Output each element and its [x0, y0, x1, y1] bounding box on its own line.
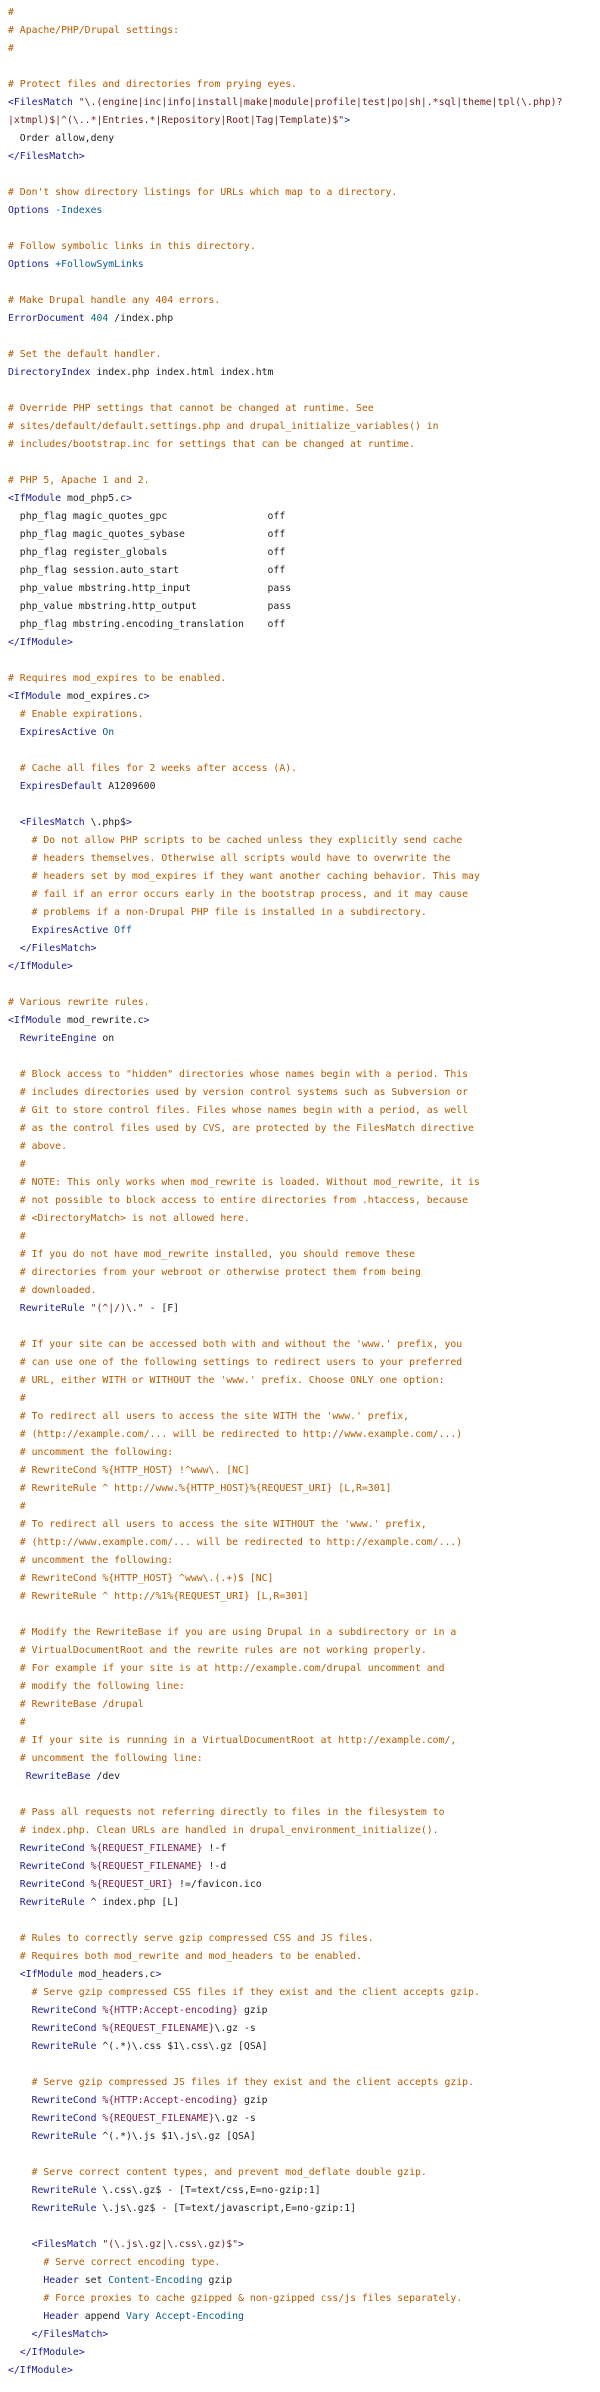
code-token: A1209600: [108, 781, 156, 792]
code-token: Header: [8, 2275, 85, 2286]
code-token: # (http://www.example.com/... will be redirected to http://example.com/...): [8, 1537, 463, 1548]
code-token: RewriteRule: [8, 2131, 103, 2142]
code-token: Content-Encoding: [108, 2275, 203, 2286]
code-token: Options: [8, 259, 56, 270]
code-line: [0, 2164, 600, 2182]
code-token: php_flag session.auto_start off: [8, 565, 286, 576]
code-line: [0, 922, 600, 940]
code-token: gzip: [238, 2095, 268, 2106]
code-token: %{REQUEST_FILENAME}: [90, 1843, 203, 1854]
code-token: ExpiresDefault: [8, 781, 109, 792]
code-token: - [F]: [143, 1303, 180, 1314]
code-line: [0, 1534, 600, 1552]
code-line: [0, 1750, 600, 1768]
code-line: [0, 328, 600, 346]
code-line: [0, 1768, 600, 1786]
code-token: mod_php5.c: [66, 493, 126, 504]
code-token: # Block access to "hidden" directories whose names begin with a period. This: [8, 1069, 469, 1080]
code-line: [0, 1336, 600, 1354]
code-line: [0, 1516, 600, 1534]
code-line: [0, 112, 600, 130]
code-token: # To redirect all users to access the site WITH the 'www.' prefix,: [8, 1411, 410, 1422]
code-line: [0, 562, 600, 580]
code-line: [0, 2272, 600, 2290]
code-token: mod_headers.c: [78, 1969, 156, 1980]
code-line: [0, 670, 600, 688]
code-line: [0, 1012, 600, 1030]
code-token: php_flag mbstring.encoding_translation off: [8, 619, 286, 630]
code-line: [0, 1372, 600, 1390]
code-token: on: [102, 1033, 115, 1044]
code-token: php_value mbstring.http_input pass: [8, 583, 292, 594]
code-token: # directories from your webroot or otherwise protect them from being: [8, 1267, 421, 1278]
code-token: "(\.js\.gz|\.css\.gz)$": [102, 2239, 239, 2250]
code-token: >: [143, 1015, 150, 1026]
code-token: RewriteCond: [8, 2113, 103, 2124]
code-token: RewriteCond: [8, 2095, 103, 2106]
code-token: <IfModule: [8, 691, 67, 702]
code-line: [0, 1732, 600, 1750]
code-line: [0, 1786, 600, 1804]
code-line: [0, 1120, 600, 1138]
code-line: [0, 832, 600, 850]
code-line: [0, 2344, 600, 2362]
code-line: [0, 220, 600, 238]
code-line: [0, 1678, 600, 1696]
code-token: \.php$: [90, 817, 126, 828]
code-token: mod_rewrite.c: [66, 1015, 144, 1026]
code-token: Order allow,deny: [8, 133, 115, 144]
code-token: # <DirectoryMatch> is not allowed here.: [8, 1213, 250, 1224]
code-line: [0, 1480, 600, 1498]
code-line: [0, 598, 600, 616]
code-line: [0, 1138, 600, 1156]
code-token: On: [102, 727, 115, 738]
code-token: # sites/default/default.settings.php and drupal_initialize_variables() in: [8, 421, 439, 432]
code-line: [0, 40, 600, 58]
code-token: >: [238, 2239, 244, 2250]
code-token: </IfModule>: [8, 961, 73, 972]
code-token: # URL, either WITH or WITHOUT the 'www.' prefix. Choose ONLY one option:: [8, 1375, 445, 1386]
code-line: [0, 2092, 600, 2110]
code-token: >: [125, 493, 132, 504]
code-token: # To redirect all users to access the site WITHOUT the 'www.' prefix,: [8, 1519, 427, 1530]
code-token: ErrorDocument: [8, 313, 91, 324]
code-token: RewriteCond: [8, 1861, 91, 1872]
code-token: # If your site can be accessed both with and without the 'www.' prefix, you: [8, 1339, 463, 1350]
code-token: |xtmpl)$|^(\..*|Entries.*|Repository|Root|Tag|Template)$": [8, 115, 345, 126]
code-token: # NOTE: This only works when mod_rewrite is loaded. Without mod_rewrite, it is: [8, 1177, 480, 1188]
code-line: [0, 1030, 600, 1048]
code-line: [0, 1912, 600, 1930]
code-token: gzip: [202, 2275, 233, 2286]
code-token: ^(.*)\.js $1\.js\.gz [QSA]: [102, 2131, 256, 2142]
code-line: [0, 1048, 600, 1066]
code-line: [0, 580, 600, 598]
code-token: </FilesMatch>: [8, 2329, 109, 2340]
code-line: [0, 1606, 600, 1624]
code-token: # (http://example.com/... will be redirected to http://www.example.com/...): [8, 1429, 463, 1440]
code-line: [0, 1462, 600, 1480]
code-token: 404: [90, 313, 109, 324]
code-line: [0, 1822, 600, 1840]
code-token: # headers themselves. Otherwise all scripts would have to overwrite the: [8, 853, 451, 864]
code-token: # Make Drupal handle any 404 errors.: [8, 295, 221, 306]
code-line: [0, 904, 600, 922]
code-token: #: [8, 1159, 26, 1170]
code-token: # Modify the RewriteBase if you are using Drupal in a subdirectory or in a: [8, 1627, 457, 1638]
code-token: !-d: [202, 1861, 227, 1872]
code-line: [0, 2290, 600, 2308]
code-token: # Serve gzip compressed JS files if they exist and the client accepts gzip.: [8, 2077, 474, 2088]
code-token: RewriteCond: [8, 2005, 103, 2016]
code-token: # Override PHP settings that cannot be changed at runtime. See: [8, 403, 374, 414]
code-token: # index.php. Clean URLs are handled in drupal_environment_initialize().: [8, 1825, 439, 1836]
code-token: </IfModule>: [8, 2365, 73, 2376]
code-token: <IfModule: [8, 493, 67, 504]
code-token: Options: [8, 205, 56, 216]
code-line: [0, 796, 600, 814]
code-line: [0, 2236, 600, 2254]
code-token: RewriteRule: [8, 2203, 103, 2214]
code-token: append: [84, 2311, 126, 2322]
code-line: [0, 2110, 600, 2128]
code-token: -Indexes: [55, 205, 103, 216]
code-line: [0, 256, 600, 274]
code-token: %{REQUEST_FILENAME}: [90, 1861, 203, 1872]
code-line: [0, 1948, 600, 1966]
code-token: #: [8, 1231, 26, 1242]
code-line: [0, 634, 600, 652]
code-line: [0, 310, 600, 328]
code-token: </IfModule>: [8, 2347, 85, 2358]
code-line: [0, 364, 600, 382]
code-line: [0, 814, 600, 832]
code-token: >: [143, 691, 150, 702]
code-line: [0, 436, 600, 454]
code-line: [0, 1084, 600, 1102]
code-token: RewriteRule: [8, 1897, 91, 1908]
code-line: [0, 1246, 600, 1264]
code-line: [0, 1804, 600, 1822]
code-line: [0, 886, 600, 904]
code-line: [0, 2128, 600, 2146]
code-token: # Pass all requests not referring directly to files in the filesystem to: [8, 1807, 445, 1818]
code-line: [0, 1858, 600, 1876]
code-line: [0, 130, 600, 148]
code-line: [0, 2074, 600, 2092]
code-line: [0, 1264, 600, 1282]
code-token: ExpiresActive: [8, 925, 115, 936]
code-token: RewriteEngine: [8, 1033, 103, 1044]
code-line: [0, 382, 600, 400]
code-token: # RewriteCond %{HTTP_HOST} !^www\. [NC]: [8, 1465, 250, 1476]
code-line: [0, 706, 600, 724]
code-token: Vary Accept-Encoding: [125, 2311, 244, 2322]
code-token: !-f: [202, 1843, 227, 1854]
code-line: [0, 1876, 600, 1894]
code-line: [0, 1498, 600, 1516]
code-token: # Serve gzip compressed CSS files if they exist and the client accepts gzip.: [8, 1987, 480, 1998]
code-token: # Requires mod_expires to be enabled.: [8, 673, 227, 684]
code-token: # If you do not have mod_rewrite installed, you should remove these: [8, 1249, 415, 1260]
code-token: # uncomment the following line:: [8, 1753, 203, 1764]
code-line: [0, 166, 600, 184]
code-line: [0, 976, 600, 994]
code-line: [0, 1588, 600, 1606]
code-token: %{REQUEST_FILENAME}: [102, 2023, 215, 2034]
code-line: [0, 490, 600, 508]
code-token: "\.(engine|inc|info|install|make|module|profile|test|po|sh|.*sql|theme|tpl(\.php)?: [78, 97, 563, 108]
code-token: # problems if a non-Drupal PHP file is installed in a subdirectory.: [8, 907, 427, 918]
code-line: [0, 292, 600, 310]
code-line: [0, 418, 600, 436]
code-token: Off: [114, 925, 132, 936]
code-line: [0, 472, 600, 490]
code-token: # downloaded.: [8, 1285, 97, 1296]
code-line: [0, 2056, 600, 2074]
code-token: /dev: [96, 1771, 121, 1782]
code-token: +FollowSymLinks: [55, 259, 144, 270]
code-token: # Git to store control files. Files whose names begin with a period, as well: [8, 1105, 469, 1116]
code-line: [0, 1318, 600, 1336]
code-line: [0, 4, 600, 22]
code-token: %{HTTP:Accept-encoding}: [102, 2005, 239, 2016]
code-token: RewriteRule: [8, 2185, 103, 2196]
code-line: [0, 2146, 600, 2164]
code-token: RewriteCond: [8, 1843, 91, 1854]
code-line: [0, 2182, 600, 2200]
code-line: [0, 274, 600, 292]
code-line: [0, 2200, 600, 2218]
code-token: # RewriteCond %{HTTP_HOST} ^www\.(.+)$ [NC]: [8, 1573, 274, 1584]
code-token: ^(.*)\.css $1\.css\.gz [QSA]: [102, 2041, 268, 2052]
code-token: </IfModule>: [8, 637, 73, 648]
code-token: \.js\.gz$ - [T=text/javascript,E=no-gzip:1]: [102, 2203, 356, 2214]
code-token: #: [8, 1501, 26, 1512]
code-token: RewriteRule: [8, 2041, 103, 2052]
code-token: # uncomment the following:: [8, 1555, 174, 1566]
code-line: [0, 1228, 600, 1246]
code-line: [0, 94, 600, 112]
code-token: # Various rewrite rules.: [8, 997, 150, 1008]
code-line: [0, 76, 600, 94]
code-line: [0, 508, 600, 526]
code-line: [0, 346, 600, 364]
code-line: [0, 2002, 600, 2020]
code-line: [0, 1156, 600, 1174]
code-line: [0, 850, 600, 868]
code-token: # Apache/PHP/Drupal settings:: [8, 25, 180, 36]
code-token: # Requires both mod_rewrite and mod_headers to be enabled.: [8, 1951, 362, 1962]
code-token: # Enable expirations.: [8, 709, 144, 720]
code-line: [0, 2020, 600, 2038]
code-line: [0, 1642, 600, 1660]
code-line: [0, 1282, 600, 1300]
code-line: [0, 400, 600, 418]
code-token: <FilesMatch: [8, 817, 91, 828]
code-line: [0, 724, 600, 742]
code-line: [0, 688, 600, 706]
code-token: # uncomment the following:: [8, 1447, 174, 1458]
code-token: # RewriteRule ^ http://www.%{HTTP_HOST}%{REQUEST_URI} [L,R=301]: [8, 1483, 392, 1494]
code-token: # includes directories used by version control systems such as Subversion or: [8, 1087, 469, 1098]
code-line: [0, 1426, 600, 1444]
code-token: # If your site is running in a VirtualDocumentRoot at http://example.com/,: [8, 1735, 457, 1746]
code-line: [0, 58, 600, 76]
code-token: </FilesMatch>: [8, 151, 85, 162]
code-line: [0, 1300, 600, 1318]
code-line: [0, 1210, 600, 1228]
code-token: !=/favicon.ico: [173, 1879, 262, 1890]
code-line: [0, 1066, 600, 1084]
code-token: # Serve correct encoding type.: [8, 2257, 221, 2268]
code-token: php_flag register_globals off: [8, 547, 286, 558]
code-token: #: [8, 1717, 26, 1728]
code-line: [0, 652, 600, 670]
code-token: php_value mbstring.http_output pass: [8, 601, 292, 612]
code-line: [0, 544, 600, 562]
code-token: # Set the default handler.: [8, 349, 162, 360]
code-line: [0, 616, 600, 634]
code-token: # RewriteRule ^ http://%1%{REQUEST_URI} [L,R=301]: [8, 1591, 309, 1602]
code-token: RewriteCond: [8, 2023, 103, 2034]
code-token: <FilesMatch: [8, 97, 79, 108]
code-token: <IfModule: [8, 1969, 79, 1980]
code-token: # headers set by mod_expires if they want another caching behavior. This may: [8, 871, 480, 882]
code-line: [0, 868, 600, 886]
code-line: [0, 2308, 600, 2326]
code-line: [0, 1696, 600, 1714]
code-token: #: [8, 1393, 26, 1404]
code-line: [0, 958, 600, 976]
code-token: # Serve correct content types, and prevent mod_deflate double gzip.: [8, 2167, 427, 2178]
code-token: mod_expires.c: [66, 691, 144, 702]
code-token: "(^|/)\.": [90, 1303, 144, 1314]
code-line: [0, 202, 600, 220]
code-token: gzip: [238, 2005, 268, 2016]
code-token: RewriteRule: [8, 1303, 91, 1314]
code-token: #: [8, 43, 14, 54]
code-token: #: [8, 7, 14, 18]
code-token: RewriteBase: [8, 1771, 97, 1782]
code-token: ^ index.php [L]: [90, 1897, 180, 1908]
code-token: %{REQUEST_URI}: [90, 1879, 174, 1890]
code-line: [0, 1660, 600, 1678]
code-token: </FilesMatch>: [8, 943, 97, 954]
code-token: # Force proxies to cache gzipped & non-gzipped css/js files separately.: [8, 2293, 463, 2304]
code-token: # modify the following line:: [8, 1681, 185, 1692]
code-token: set: [84, 2275, 109, 2286]
code-line: [0, 1354, 600, 1372]
code-token: # VirtualDocumentRoot and the rewrite rules are not working properly.: [8, 1645, 427, 1656]
code-token: %{HTTP:Accept-encoding}: [102, 2095, 239, 2106]
code-line: [0, 1570, 600, 1588]
code-line: [0, 742, 600, 760]
code-line: [0, 2038, 600, 2056]
code-line: [0, 760, 600, 778]
code-token: %{REQUEST_FILENAME}: [102, 2113, 215, 2124]
code-line: [0, 1984, 600, 2002]
code-line: [0, 1408, 600, 1426]
code-token: php_flag magic_quotes_sybase off: [8, 529, 286, 540]
code-line: [0, 1102, 600, 1120]
code-line: [0, 1966, 600, 1984]
code-token: # can use one of the following settings to redirect users to your preferred: [8, 1357, 463, 1368]
code-line: [0, 2254, 600, 2272]
code-token: Header: [8, 2311, 85, 2322]
code-line: [0, 940, 600, 958]
code-token: <IfModule: [8, 1015, 67, 1026]
code-line: [0, 778, 600, 796]
code-token: >: [155, 1969, 162, 1980]
code-line: [0, 2362, 600, 2380]
code-line: [0, 1840, 600, 1858]
code-token: # fail if an error occurs early in the bootstrap process, and it may cause: [8, 889, 469, 900]
code-line: [0, 1714, 600, 1732]
code-token: \.gz -s: [214, 2113, 256, 2124]
code-token: # includes/bootstrap.inc for settings that can be changed at runtime.: [8, 439, 415, 450]
code-token: RewriteCond: [8, 1879, 91, 1890]
code-token: # above.: [8, 1141, 67, 1152]
code-token: <FilesMatch: [8, 2239, 103, 2250]
code-line: [0, 1894, 600, 1912]
code-token: # as the control files used by CVS, are protected by the FilesMatch directive: [8, 1123, 474, 1134]
code-token: /index.php: [108, 313, 174, 324]
code-line: [0, 2218, 600, 2236]
code-line: [0, 184, 600, 202]
code-line: [0, 22, 600, 40]
code-line: [0, 1930, 600, 1948]
code-token: # Follow symbolic links in this directory.: [8, 241, 256, 252]
code-line: [0, 1192, 600, 1210]
code-line: [0, 148, 600, 166]
code-token: index.php index.html index.htm: [90, 367, 274, 378]
code-token: # RewriteBase /drupal: [8, 1699, 144, 1710]
code-token: DirectoryIndex: [8, 367, 91, 378]
code-token: # not possible to block access to entire directories from .htaccess, because: [8, 1195, 469, 1206]
code-token: # PHP 5, Apache 1 and 2.: [8, 475, 150, 486]
code-token: # Rules to correctly serve gzip compressed CSS and JS files.: [8, 1933, 374, 1944]
code-token: \.gz -s: [214, 2023, 256, 2034]
code-line: [0, 1174, 600, 1192]
code-token: php_flag magic_quotes_gpc off: [8, 511, 286, 522]
code-line: [0, 1444, 600, 1462]
code-token: \.css\.gz$ - [T=text/css,E=no-gzip:1]: [102, 2185, 321, 2196]
code-line: [0, 526, 600, 544]
code-token: # Do not allow PHP scripts to be cached unless they explicitly send cache: [8, 835, 463, 846]
code-line: [0, 1624, 600, 1642]
code-line: [0, 1552, 600, 1570]
code-token: # Protect files and directories from prying eyes.: [8, 79, 298, 90]
code-token: # Cache all files for 2 weeks after access (A).: [8, 763, 298, 774]
code-line: [0, 1390, 600, 1408]
code-token: ExpiresActive: [8, 727, 103, 738]
code-token: # Don't show directory listings for URLs which map to a directory.: [8, 187, 398, 198]
code-token: # For example if your site is at http://example.com/drupal uncomment and: [8, 1663, 445, 1674]
code-token: >: [344, 115, 351, 126]
code-line: [0, 994, 600, 1012]
code-line: [0, 454, 600, 472]
code-line: [0, 2326, 600, 2344]
code-line: [0, 238, 600, 256]
code-token: >: [125, 817, 132, 828]
